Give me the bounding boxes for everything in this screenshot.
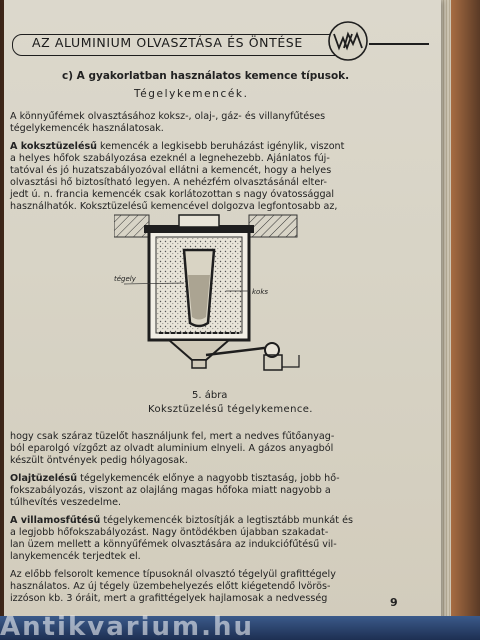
p5-line-2: a legjobb hőfokszabályozást. Nagy öntödékben újabban szakadat- <box>10 527 329 538</box>
left-floor-ledge <box>114 215 149 237</box>
p2-line-4: olvasztási hő biztosítható legyen. A nehézfém olvasztásánál elter- <box>10 177 328 188</box>
blower-cable <box>282 355 299 367</box>
p1-line-1: A könnyűfémek olvasztásához koksz-, olaj-, gáz- és villanyfűtéses <box>10 111 326 122</box>
p5-line-3: lan üzem mellett a könnyűfémek olvasztására az indukciófűtésű vil- <box>10 539 337 550</box>
p3-line-3: készült öntvények pedig hólyagosak. <box>10 455 188 466</box>
p5-line-4: lanykemencék terjedtek el. <box>10 551 141 562</box>
p2-line-6: használhatók. Koksztüzelésű kemencével dolgozva legfontosabb az, <box>10 201 338 212</box>
p2-line-1-text: kemencék a legkisebb beruházást igénylik, viszont <box>97 141 345 152</box>
section-subheading: Tégelykemencék. <box>134 88 249 100</box>
lid-opening <box>179 215 219 227</box>
book-page <box>4 0 441 628</box>
p6-line-3: izzóson kb. 3 óráit, mert a grafittégelyek hajlamosak a nedvesség <box>10 593 328 604</box>
p2-line-3: tatóval és jó huzatszabályozóval ellátni a kemencét, hogy a helyes <box>10 165 332 176</box>
p6-line-1: Az előbb felsorolt kemence típusoknál olvasztó tégelyül grafittégely <box>10 569 336 580</box>
label-crucible: tégely <box>114 275 136 283</box>
page-edge <box>441 0 451 640</box>
watermark: Antikvarium.hu <box>0 612 254 640</box>
p4-line-1-text: tégelykemencék előnye a nagyobb tisztaság, jobb hő- <box>77 473 340 484</box>
figure-caption: Koksztüzelésű tégelykemence. <box>148 404 313 415</box>
header-title: AZ ALUMINIUM OLVASZTÁSA ÉS ÖNTÉSE <box>32 35 303 50</box>
p1-line-2: tégelykemencék használatosak. <box>10 123 164 134</box>
header-rule <box>369 43 429 45</box>
p4-line-3: túlhevítés veszedelme. <box>10 497 122 508</box>
p3-line-1: hogy csak száraz tüzelőt használjunk fel, mert a nedves fűtőanyag- <box>10 431 335 442</box>
right-floor-ledge <box>249 215 297 237</box>
p2-line-5: jedt ú. n. francia kemencék csak korlátozottan s nagy óvatossággal <box>10 189 335 200</box>
p6-line-2: használatos. Az új tégely üzembehelyezés előtt kiégetendő lvörös- <box>10 581 331 592</box>
p3-line-2: ból eparolgó vízgőzt az olvadt aluminium elnyeli. A gázos anyagból <box>10 443 334 454</box>
page-header <box>12 26 424 60</box>
p4-bold-term: Olajtüzelésű <box>10 473 78 484</box>
page-number: 9 <box>390 596 398 609</box>
hopper-outlet <box>192 360 206 368</box>
label-coke: koks <box>252 288 269 296</box>
p5-line-1-text: tégelykemencék biztosítják a legtisztább munkát és <box>100 515 353 526</box>
ash-hopper <box>169 340 229 360</box>
p2-line-2: a helyes hőfok szabályozása ezeknél a legnehezebb. Ajánlatos fúj- <box>10 153 330 164</box>
p4-line-2: fokszabályozás, viszont az olajláng magas hőfoka miatt nagyobb a <box>10 485 331 496</box>
p5-bold-term: A villamosfűtésű <box>10 515 101 526</box>
mw-logo-icon <box>327 20 369 62</box>
figure-number: 5. ábra <box>192 390 228 401</box>
section-heading: c) A gyakorlatban használatos kemence típusok. <box>62 70 350 82</box>
p2-bold-term: A koksztüzelésű <box>10 141 97 152</box>
furnace-diagram <box>114 205 404 385</box>
